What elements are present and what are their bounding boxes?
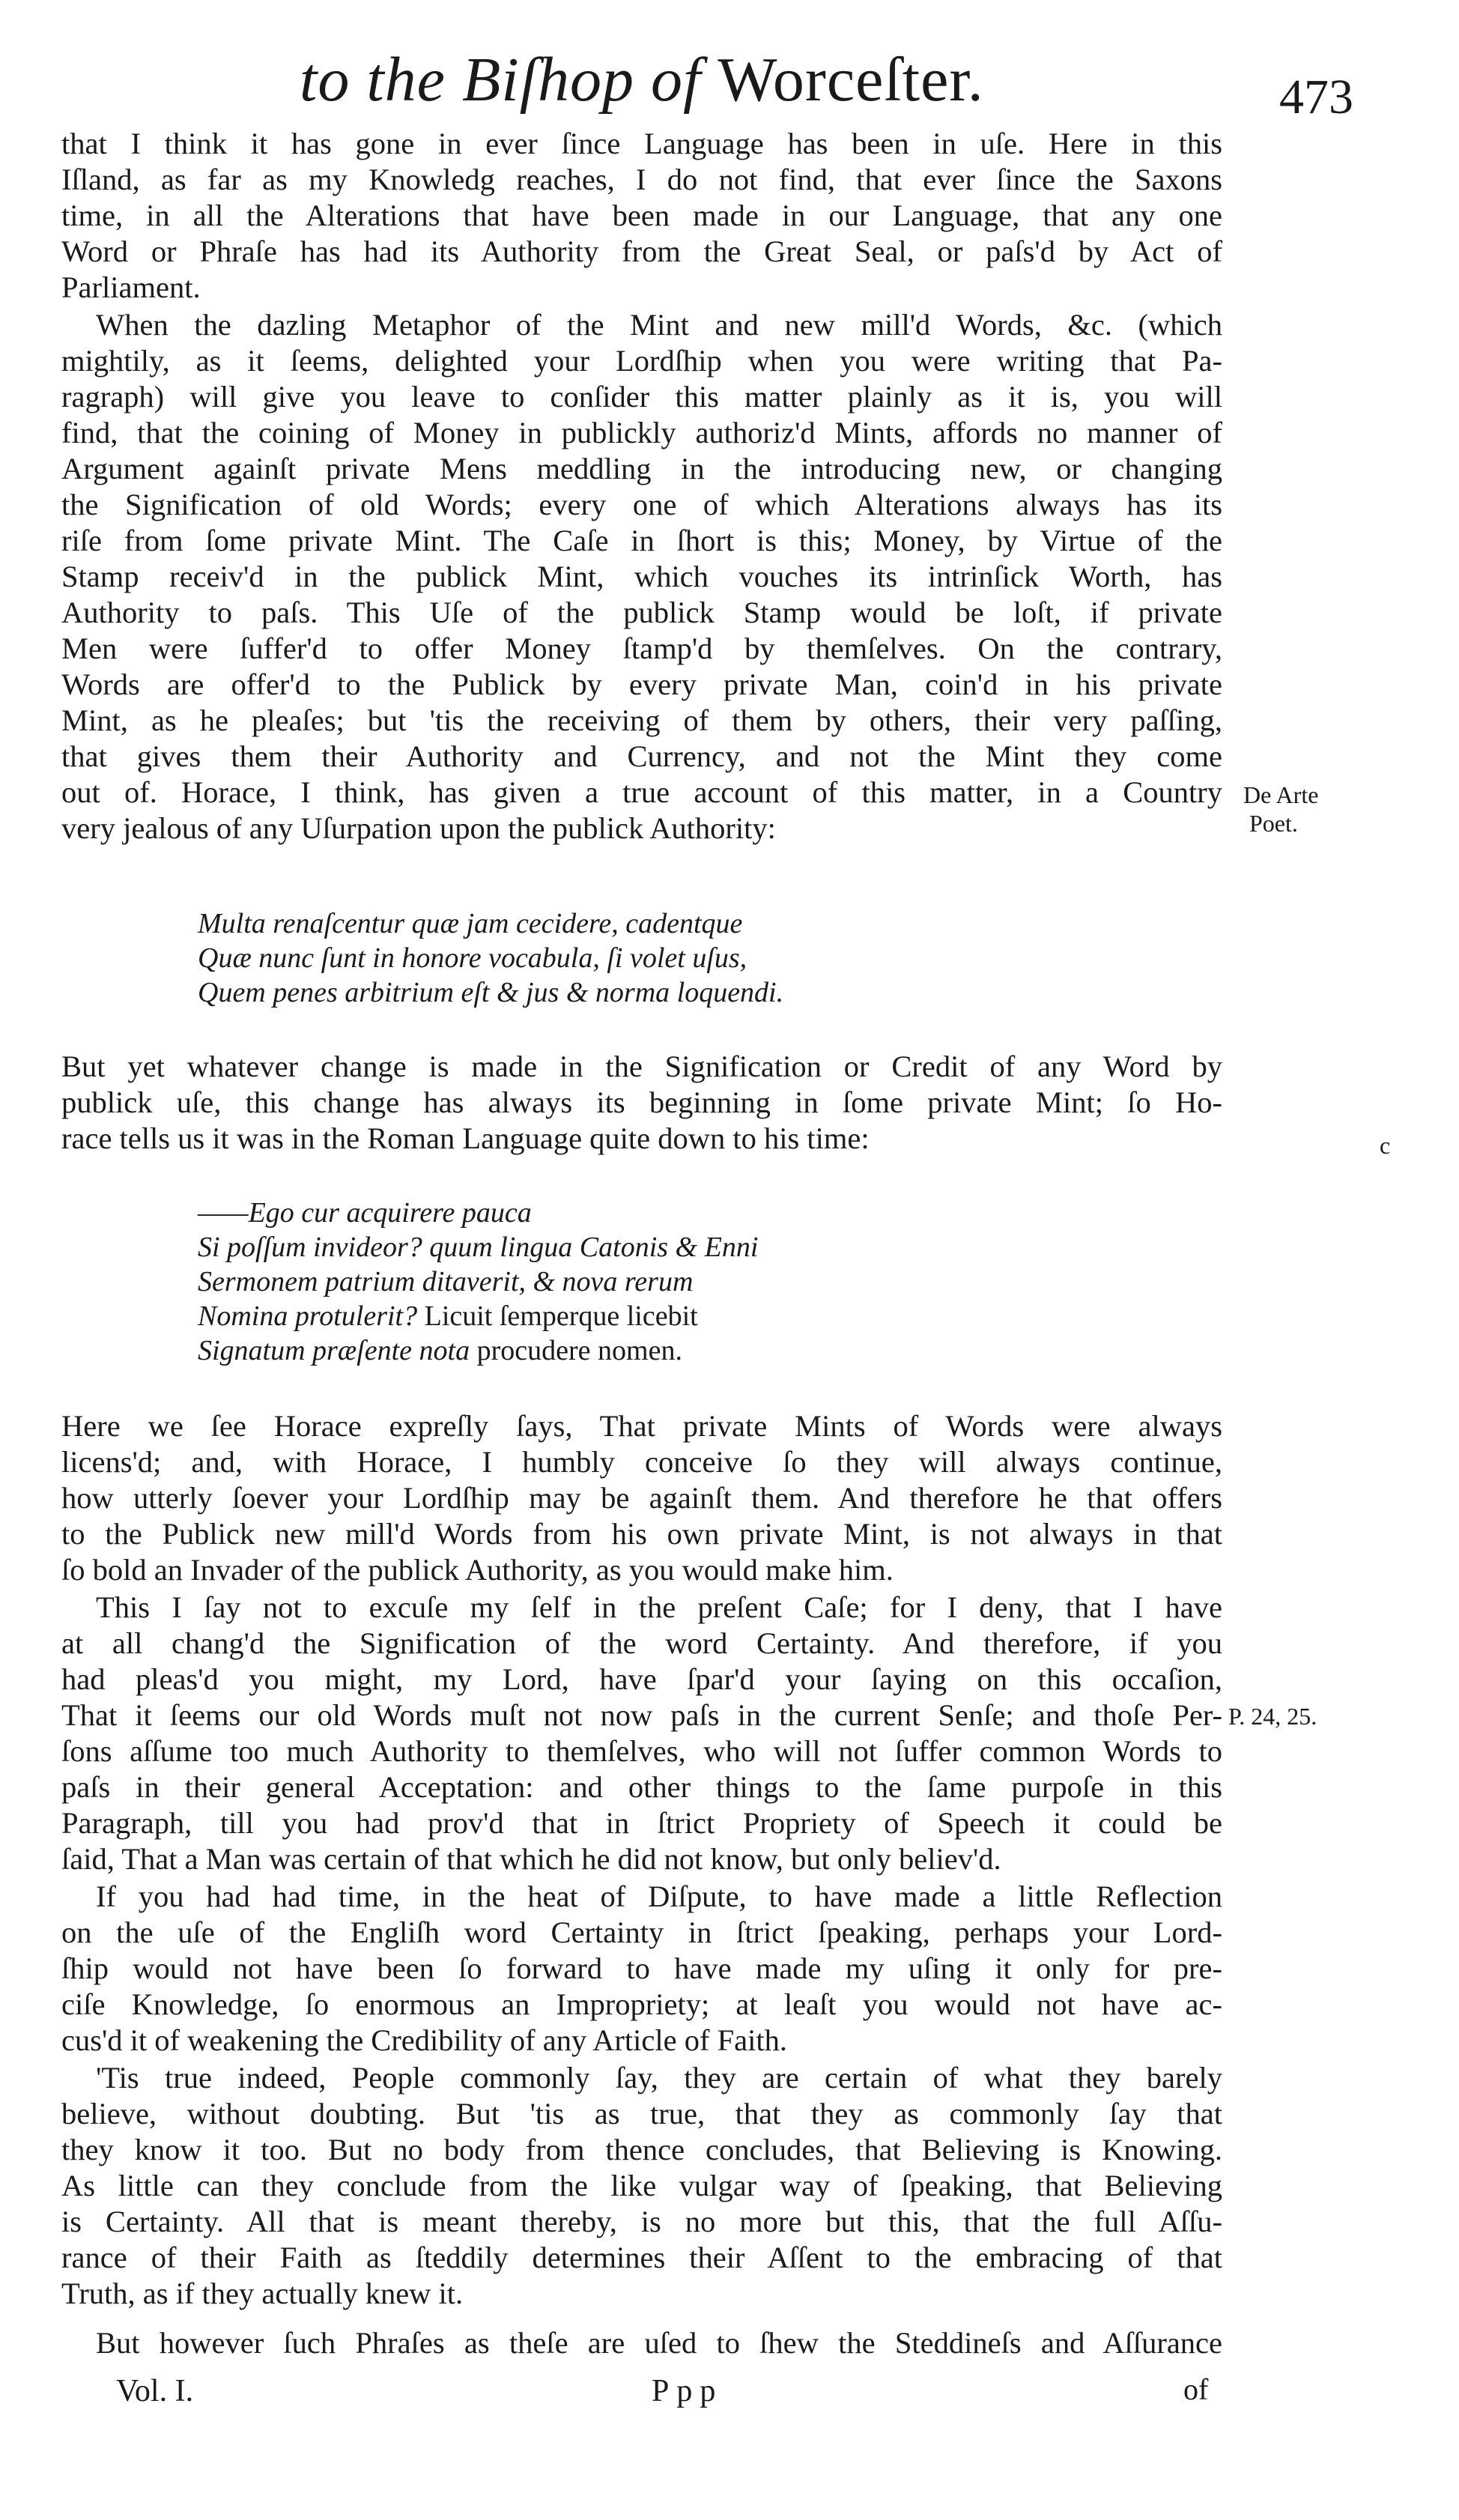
verse-fragment: Licuit ſemperque licebit [424, 1300, 698, 1332]
verse-line: Multa renaſcentur quæ jam cecidere, cadentque [198, 908, 743, 939]
footer-catchword: of [1183, 2372, 1209, 2406]
verse-line: Sermonem patrium ditaverit, & nova rerum [198, 1266, 694, 1297]
side-note-mark: c [1380, 1132, 1391, 1159]
text-line: ſons aſſume too much Authority to themſelves, who will not ſuffer common Words to [61, 1734, 1222, 1768]
verse-line [198, 1333, 682, 1368]
text-line: Parliament. [61, 270, 201, 304]
text-line: Mint, as he pleaſes; but 'tis the receiving of them by others, their very paſſing, [61, 703, 1222, 737]
text-line: licens'd; and, with Horace, I humbly conceive ſo they will always continue, [61, 1445, 1222, 1479]
verse-line [198, 1299, 698, 1333]
text-line: If you had had time, in the heat of Diſpute, to have made a little Reflection [96, 1880, 1222, 1913]
text-line: mightily, as it ſeems, delighted your Lordſhip when you were writing that Pa- [61, 344, 1222, 378]
text-line: Men were ſuffer'd to offer Money ſtamp'd by themſelves. On the contrary, [61, 631, 1222, 665]
text-line: Argument againſt private Mens meddling in the introducing new, or changing [61, 452, 1222, 485]
text-line: riſe from ſome private Mint. The Caſe in ſhort is this; Money, by Virtue of the [61, 524, 1222, 557]
text-line: that gives them their Authority and Currency, and not the Mint they come [61, 739, 1222, 773]
text-line: believe, without doubting. But 'tis as true, that they as commonly ſay that [61, 2097, 1222, 2130]
text-line: ragraph) will give you leave to conſider this matter plainly as it is, you will [61, 380, 1222, 414]
verse-line: Quem penes arbitrium eſt & jus & norma loquendi. [198, 977, 784, 1008]
text-line: to the Publick new mill'd Words from his own private Mint, is not always in that [61, 1517, 1222, 1551]
text-line: out of. Horace, I think, has given a true account of this matter, in a Country [61, 775, 1222, 809]
page-number: 473 [1279, 70, 1353, 124]
footer-volume: Vol. I. [116, 2374, 194, 2408]
running-head-title: to the Biſhop of [300, 45, 718, 115]
verse-line: ——Ego cur acquirere pauca [198, 1197, 532, 1229]
text-line: ſaid, That a Man was certain of that which he did not know, but only believ'd. [61, 1842, 1001, 1876]
text-line: Here we ſee Horace expreſly ſays, That private Mints of Words were always [61, 1409, 1222, 1443]
text-line: Paragraph, till you had prov'd that in ſtrict Propriety of Speech it could be [61, 1806, 1222, 1840]
text-line: When the dazling Metaphor of the Mint and new mill'd Words, &c. (which [96, 308, 1222, 342]
text-line: that I think it has gone in ever ſince Language has been in uſe. Here in this [61, 127, 1222, 160]
text-line: 'Tis true indeed, People commonly ſay, they are certain of what they barely [96, 2061, 1222, 2095]
side-note-poet: Poet. [1249, 810, 1298, 837]
text-line: how utterly ſoever your Lordſhip may be againſt them. And therefore he that offers [61, 1481, 1222, 1515]
text-line: find, that the coining of Money in publickly authoriz'd Mints, affords no manner of [61, 416, 1222, 449]
text-line: Word or Phraſe has had its Authority from the Great Seal, or paſs'd by Act of [61, 234, 1222, 268]
verse-fragment: Signatum præſente nota [198, 1335, 477, 1366]
text-line: Iſland, as far as my Knowledg reaches, I do not find, that ever ſince the Saxons [61, 163, 1222, 196]
text-line: rance of their Faith as ſteddily determines their Aſſent to the embracing of that [61, 2241, 1222, 2274]
text-line: is Certainty. All that is meant thereby, is no more but this, that the full Aſſu- [61, 2205, 1222, 2238]
text-line: very jealous of any Uſurpation upon the publick Authority: [61, 811, 776, 845]
text-line: As little can they conclude from the like vulgar way of ſpeaking, that Believing [61, 2169, 1222, 2202]
text-line: That it ſeems our old Words muſt not now paſs in the current Senſe; and thoſe Per- [61, 1698, 1222, 1732]
verse-line: Quæ nunc ſunt in honore vocabula, ſi volet uſus, [198, 942, 747, 974]
text-line: paſs in their general Acceptation: and other things to the ſame purpoſe in this [61, 1770, 1222, 1804]
text-line: cus'd it of weakening the Credibility of any Article of Faith. [61, 2023, 787, 2057]
running-head-place: Worceſter. [718, 45, 984, 115]
side-note-de-arte: De Arte [1243, 781, 1319, 808]
verse-fragment: procudere nomen. [476, 1335, 682, 1366]
verse-fragment: Nomina protulerit? [198, 1300, 425, 1332]
text-line: the Signification of old Words; every one of which Alterations always has its [61, 488, 1222, 521]
text-line: But yet whatever change is made in the Signification or Credit of any Word by [61, 1050, 1222, 1083]
text-line: they know it too. But no body from thence concludes, that Believing is Knowing. [61, 2133, 1222, 2166]
text-line: Stamp receiv'd in the publick Mint, which vouches its intrinſick Worth, has [61, 560, 1222, 593]
text-line: had pleas'd you might, my Lord, have ſpar'd your ſaying on this occaſion, [61, 1662, 1222, 1696]
text-line: This I ſay not to excuſe my ſelf in the preſent Caſe; for I deny, that I have [96, 1590, 1222, 1624]
text-line: race tells us it was in the Roman Language quite down to his time: [61, 1121, 870, 1155]
footer-signature: Ppp [652, 2374, 724, 2408]
text-line: time, in all the Alterations that have been made in our Language, that any one [61, 199, 1222, 232]
verse-line: Si poſſum invideor? quum lingua Catonis & Enni [198, 1232, 759, 1263]
text-line: Words are offer'd to the Publick by every private Man, coin'd in his private [61, 667, 1222, 701]
text-line: But however ſuch Phraſes as theſe are uſed to ſhew the Steddineſs and Aſſurance [96, 2326, 1222, 2360]
text-line: Truth, as if they actually knew it. [61, 2277, 464, 2310]
text-line: Authority to paſs. This Uſe of the publick Stamp would be loſt, if private [61, 596, 1222, 629]
text-line: ſhip would not have been ſo forward to have made my uſing it only for pre- [61, 1951, 1222, 1985]
text-line: on the uſe of the Engliſh word Certainty in ſtrict ſpeaking, perhaps your Lord- [61, 1915, 1222, 1949]
text-line: ciſe Knowledge, ſo enormous an Impropriety; at leaſt you would not have ac- [61, 1987, 1222, 2021]
text-line: at all chang'd the Signification of the word Certainty. And therefore, if you [61, 1626, 1222, 1660]
side-note-page-ref: P. 24, 25. [1228, 1703, 1317, 1730]
running-head [300, 43, 984, 116]
text-line: publick uſe, this change has always its beginning in ſome private Mint; ſo Ho- [61, 1085, 1222, 1119]
text-line: ſo bold an Invader of the publick Authority, as you would make him. [61, 1553, 894, 1587]
